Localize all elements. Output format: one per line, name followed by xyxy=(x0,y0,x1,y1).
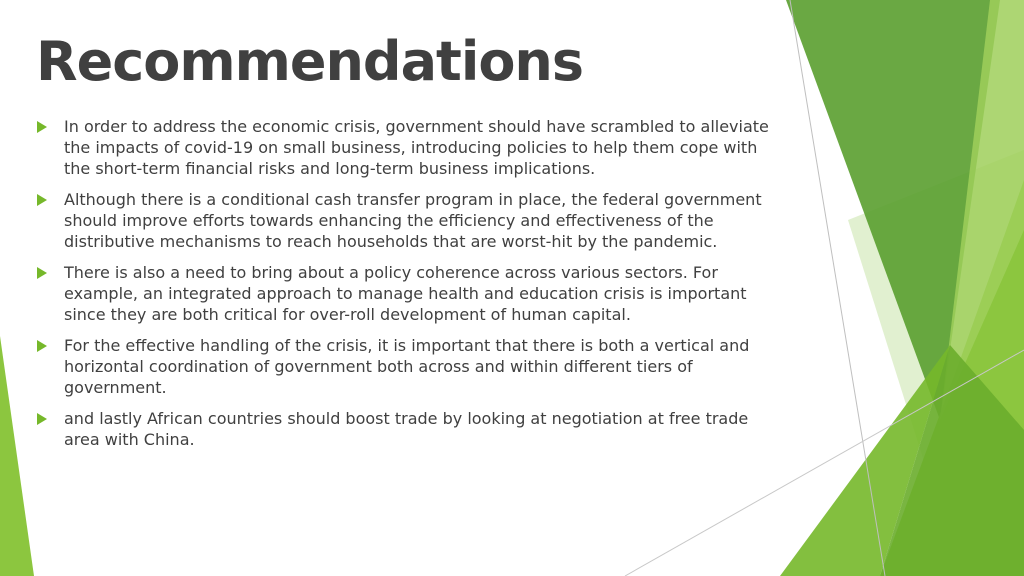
bullet-text: Although there is a conditional cash transfer program in place, the federal government should improve efforts towards enhancing the efficiency and effectiveness of the distributive mechanisms to reach households that are worst-hit by the pandemic. xyxy=(64,190,762,251)
left-green-sliver xyxy=(0,336,34,576)
bullet-item xyxy=(36,189,776,252)
triangle-bullet-icon xyxy=(37,194,47,206)
bullet-text: and lastly African countries should boost trade by looking at negotiation at free trade area with China. xyxy=(64,409,749,449)
bullet-item xyxy=(36,408,776,450)
slide-title: Recommendations xyxy=(36,30,584,93)
bullet-text: For the effective handling of the crisis, it is important that there is both a vertical and horizontal coordination of government both across and within different tiers of government. xyxy=(64,336,750,397)
triangle-bullet-icon xyxy=(37,267,47,279)
bullet-list xyxy=(36,116,776,460)
triangle-bullet-icon xyxy=(37,121,47,133)
triangle-bullet-icon xyxy=(37,413,47,425)
bullet-text: In order to address the economic crisis, government should have scrambled to alleviate the impacts of covid-19 on small business, introducing policies to help them cope with the short-term financial risks and long-term business implications. xyxy=(64,117,769,178)
bullet-item xyxy=(36,262,776,325)
bullet-item xyxy=(36,116,776,179)
bullet-text: There is also a need to bring about a policy coherence across various sectors. For example, an integrated approach to manage health and education crisis is important since they are both critical for over-roll development of human capital. xyxy=(64,263,747,324)
bullet-item xyxy=(36,335,776,398)
triangle-bullet-icon xyxy=(37,340,47,352)
